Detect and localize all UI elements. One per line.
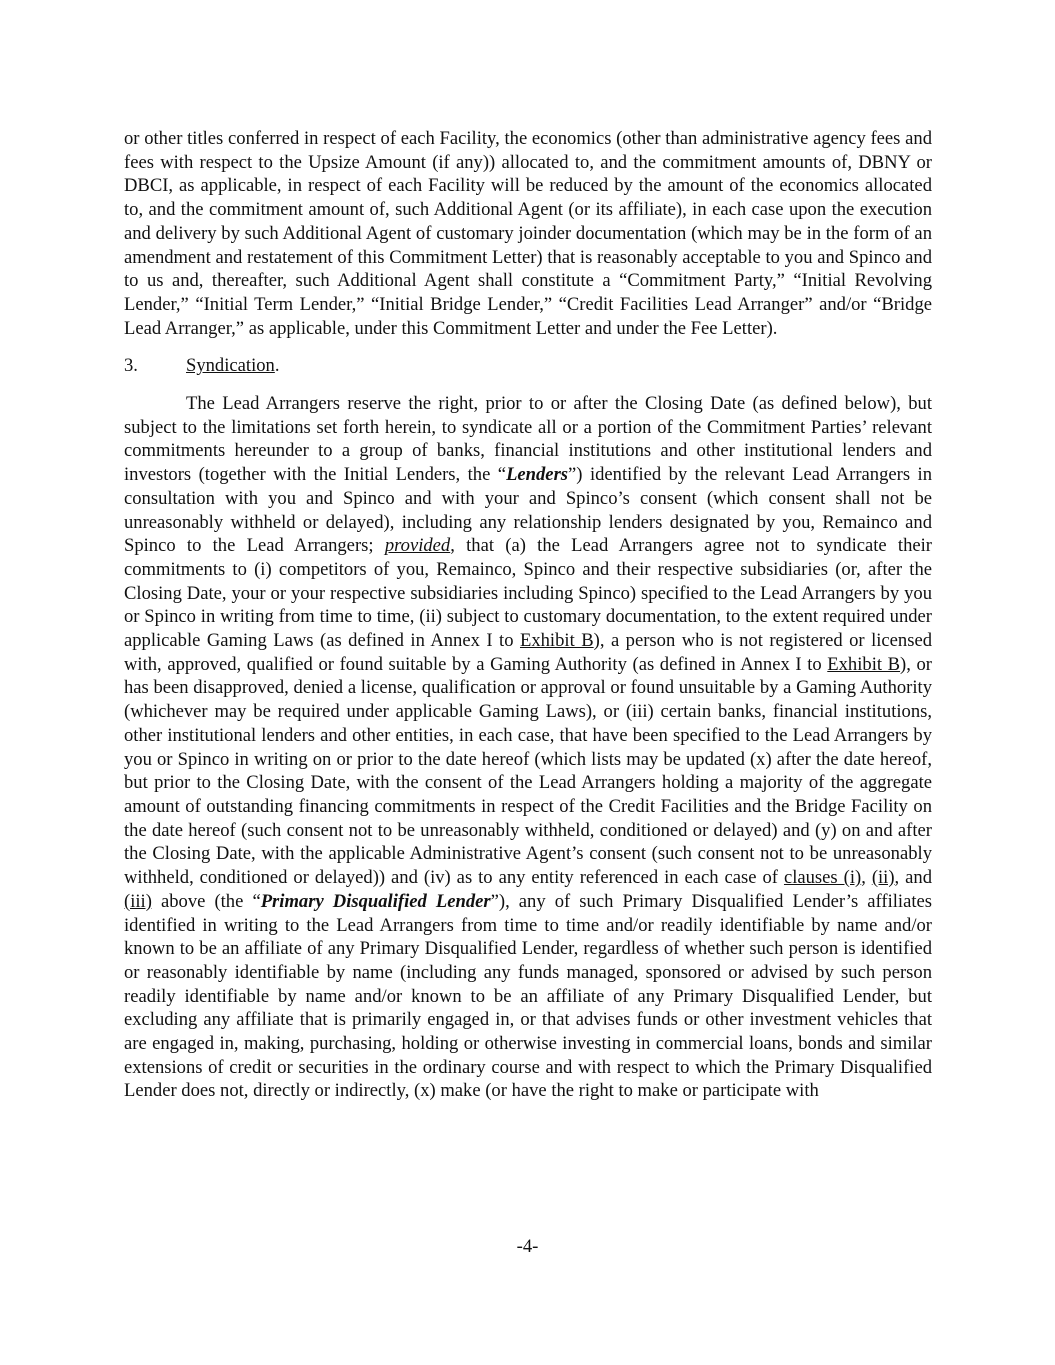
section-title: Syndication: [186, 355, 275, 377]
provided-term: provided: [384, 535, 451, 557]
exhibit-b-reference: Exhibit B: [827, 653, 901, 675]
text-run: ), a person who is not registered or licensed with, approved, qualified or found suitable by a Gaming Authority (as defined in Annex I to: [124, 630, 933, 675]
text-run: , and: [894, 867, 932, 889]
text-run: ”) identified by the relevant Lead Arrangers in consultation with you and Spinco and with your and Spinco’s consent (which consent shall not be unreasonably withheld or delayed), including any relationship lenders designated by you, Remainco and Spinco to the Lead Arrangers;: [124, 464, 932, 557]
page-number: -4-: [516, 1236, 539, 1257]
section-heading-text: [186, 354, 280, 378]
clause-reference: (iii): [124, 890, 152, 912]
document-body: [124, 127, 932, 1103]
text-run: ), or has been disapproved, denied a license, qualification or approval or found unsuitable by a Gaming Authority (whichever may be required under applicable Gaming Laws), or (iii) certain banks, financial institutions, other institutional lenders and other entities, in each case, that have been specified to the Lead Arrangers by you or Spinco in writing on or prior to the date hereof (which lists may be updated (x) after the date hereof, but prior to the Closing Date, with the consent of the Lead Arrangers holding a majority of the aggregate amount of outstanding financing commitments in respect of the Credit Facilities and the Bridge Facility on the date hereof (such consent not to be unreasonably withheld, conditioned or delayed) and (y) on and after the Closing Date, with the applicable Administrative Agent’s consent (such consent not to be unreasonably withheld, conditioned or delayed)) and (iv) as to any entity referenced in each case of: [124, 653, 932, 889]
text-run: ,: [861, 867, 872, 889]
section-heading: [124, 354, 932, 378]
syndication-paragraph: [124, 392, 932, 1103]
exhibit-b-reference: Exhibit B: [519, 630, 594, 652]
clause-reference: clauses (i): [783, 867, 862, 889]
text-run: above (the “: [151, 890, 261, 912]
defined-term-primary-disqualified-lender: Primary Disqualified Lender: [260, 890, 491, 912]
clause-reference: (ii): [871, 867, 895, 889]
section-number: 3.: [124, 355, 138, 377]
paragraph-continuation: or other titles conferred in respect of each Facility, the economics (other than administrative agency fees and fees with respect to the Upsize Amount (if any)) allocated to, and the commitment amounts of, DBNY or DBCI, as applicable, in respect of each Facility will be reduced by the amount of the economics allocated to, and the commitment amount of, such Additional Agent (or its affiliate), in each case upon the execution and delivery by such Additional Agent of customary joinder documentation (which may be in the form of an amendment and restatement of this Commitment Letter) that is reasonably acceptable to you and Spinco and to us and, thereafter, such Additional Agent shall constitute a “Commitment Party,” “Initial Revolving Lender,” “Initial Term Lender,” “Initial Bridge Lender,” “Credit Facilities Lead Arranger” and/or “Bridge Lead Arranger,” as applicable, under this Commitment Letter and under the Fee Letter).: [124, 128, 932, 339]
section-title-period: .: [274, 355, 280, 377]
text-run: The Lead Arrangers reserve the right, prior to or after the Closing Date (as defined below), but subject to the limitations set forth herein, to syndicate all or a portion of the Commitment Parties’ relevant commitments hereunder to a group of banks, financial institutions and other institutional lenders and investors (together with the Initial Lenders, the “: [124, 393, 932, 486]
text-run: , that (a) the Lead Arrangers agree not to syndicate their commitments to (i) competitors of you, Remainco, Spinco and their respective subsidiaries (or, after the Closing Date, your or your respective subsidiaries including Spinco) specified to the Lead Arrangers by you or Spinco in writing from time to time, (ii) subject to customary documentation, to the extent required under applicable Gaming Laws (as defined in Annex I to: [124, 535, 932, 652]
defined-term-lenders: Lenders: [506, 464, 569, 486]
text-run: ”), any of such Primary Disqualified Lender’s affiliates identified in writing to the Lead Arrangers from time to time and/or readily identifiable by name and/or known to be an affiliate of any Primary Disqualified Lender, regardless of whether such person is identified or reasonably identifiable by name (including any funds managed, sponsored or advised by such person readily identifiable by name and/or known to be an affiliate of any Primary Disqualified Lender, but excluding any affiliate that is primarily engaged in, or that advises funds or other investment vehicles that are engaged in, making, purchasing, holding or otherwise investing in commercial loans, bonds and similar extensions of credit or securities in the ordinary course and with respect to which the Primary Disqualified Lender does not, directly or indirectly, (x) make (or have the right to make or participate with: [124, 890, 932, 1102]
